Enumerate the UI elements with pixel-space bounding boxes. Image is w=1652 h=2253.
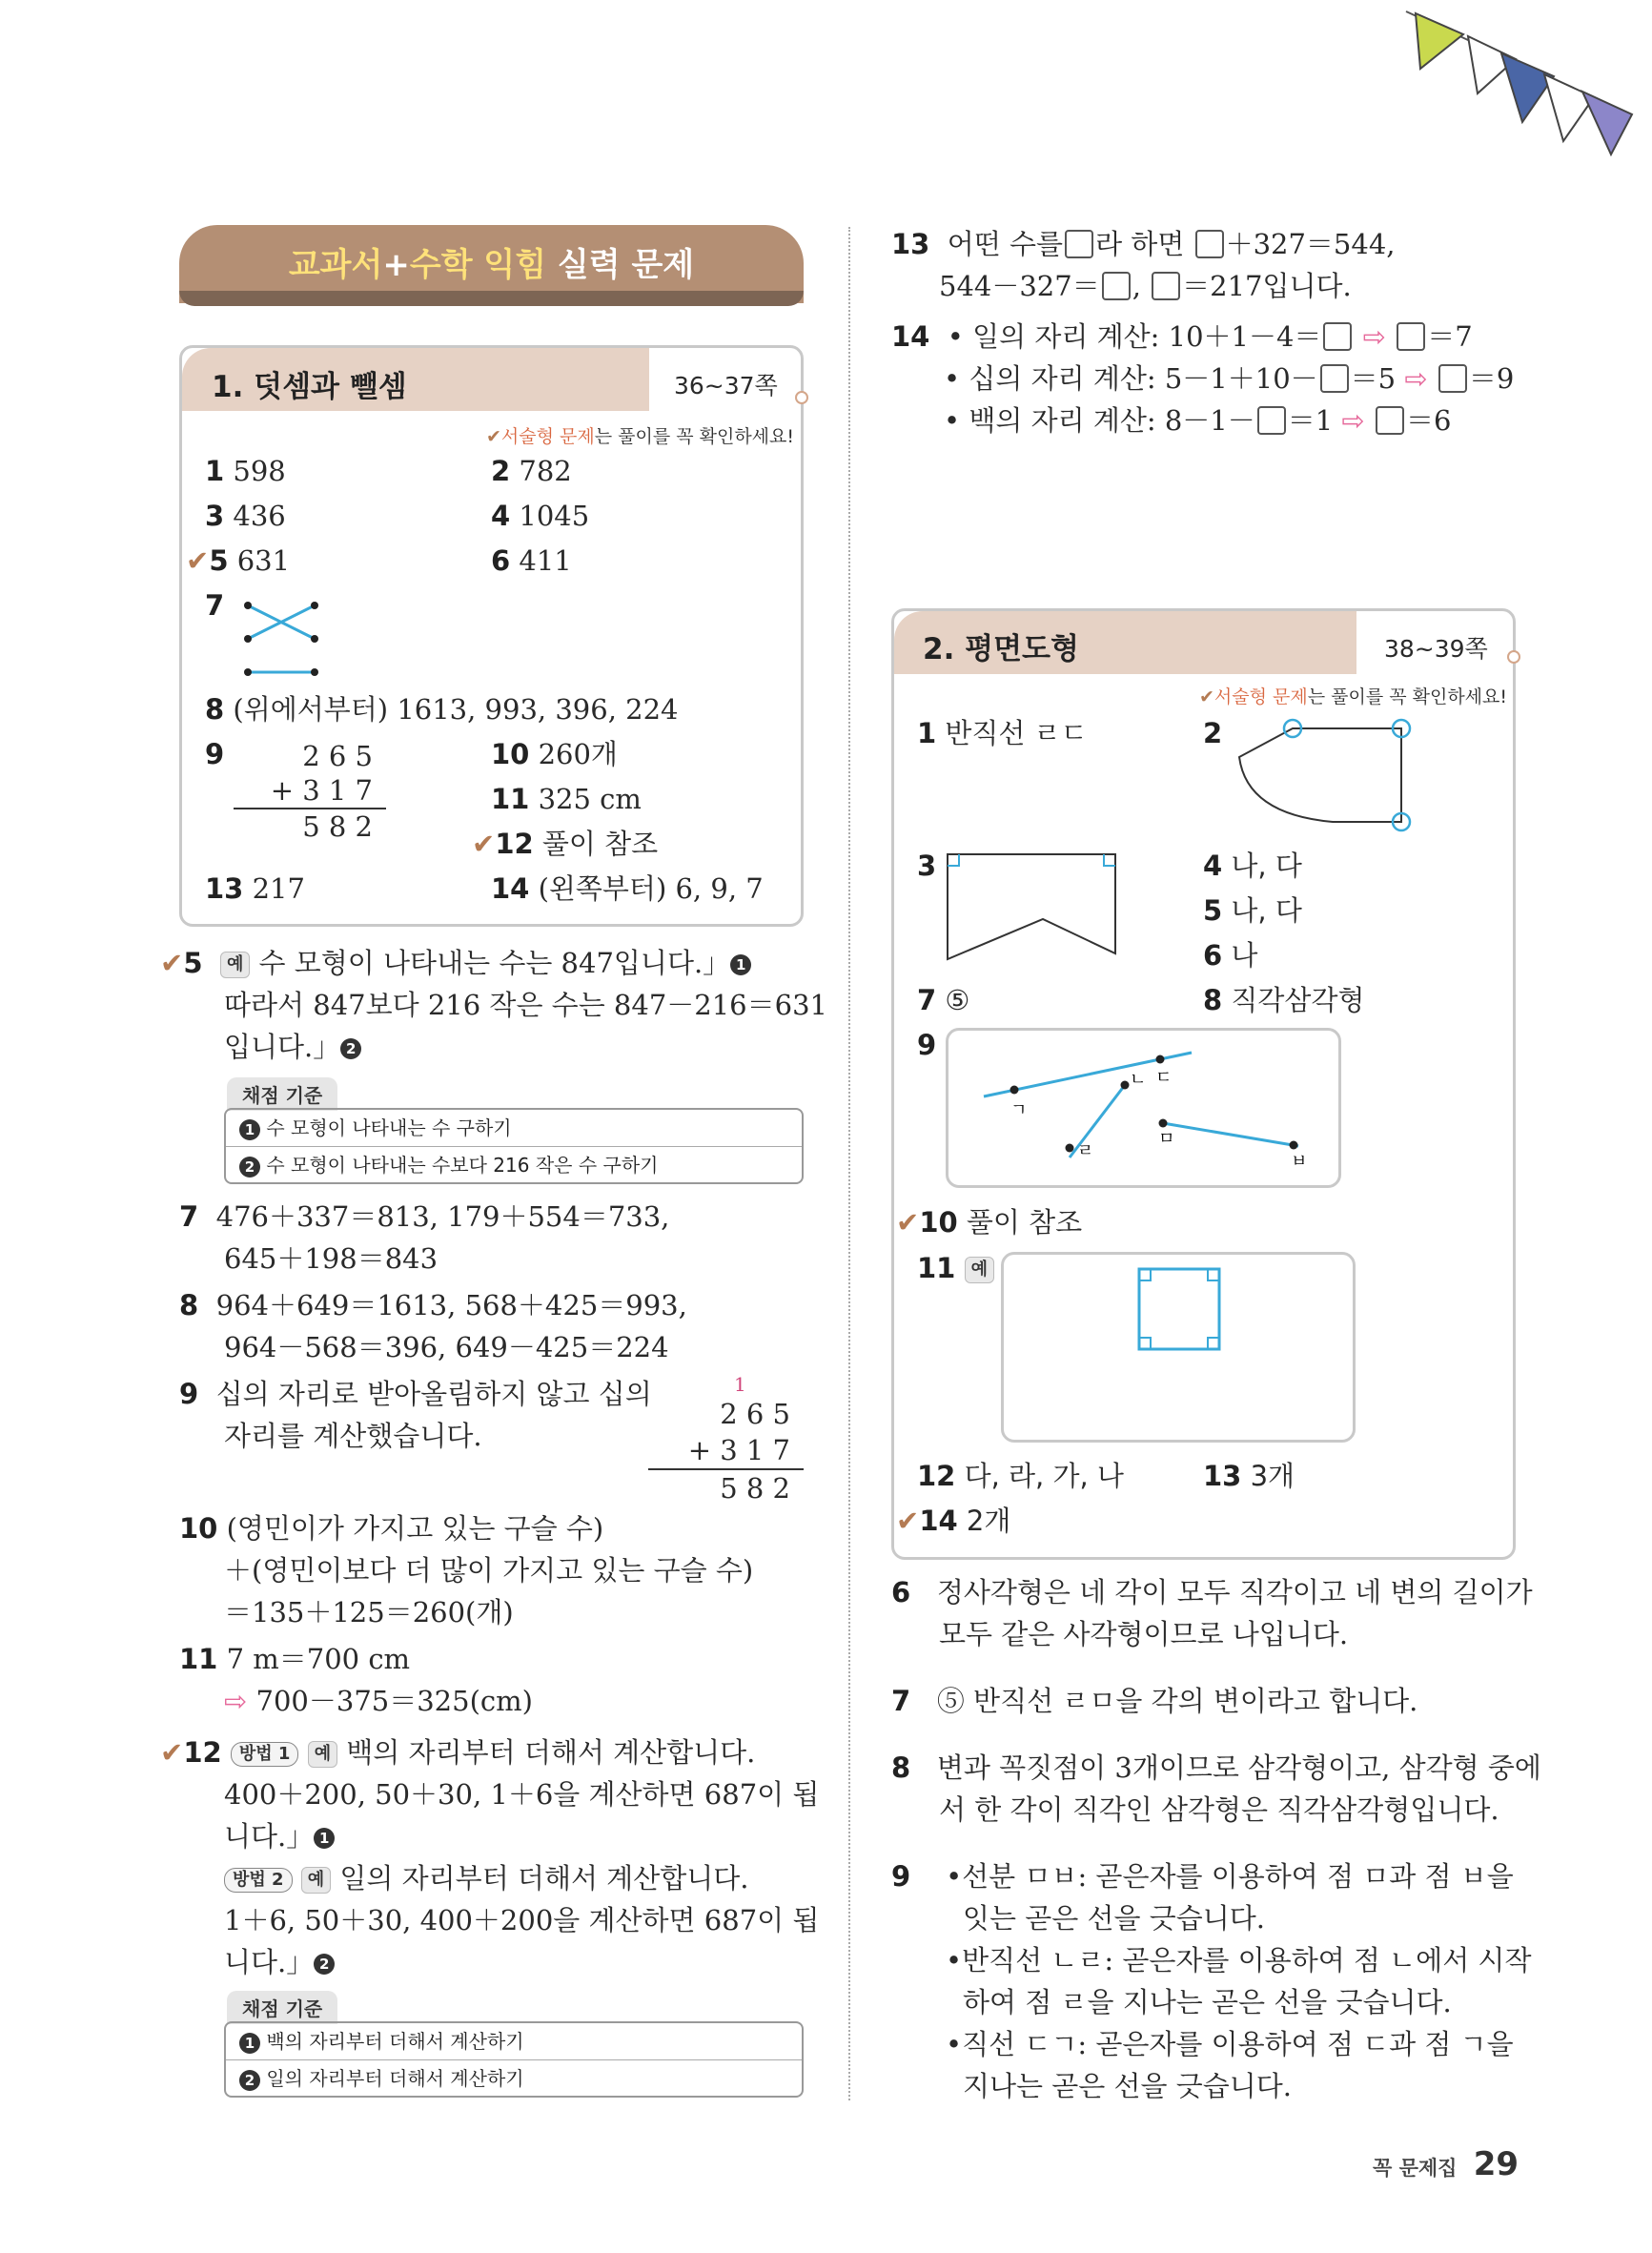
q9-label-r: ㄹ (1077, 1141, 1094, 1161)
s2-answer-2-number: 2 (1203, 717, 1223, 749)
e12-criterion-2: 2 일의 자리부터 더해서 계산하기 (226, 2059, 802, 2096)
section-2-note: ✔서술형 문제는 풀이를 꼭 확인하세요! (1199, 686, 1508, 707)
f9-line-5: •직선 ㄷㄱ: 곧은자를 이용하여 점 ㄷ과 점 ㄱ을 (946, 2028, 1514, 2060)
s1-answer-10: 10 260개 (491, 738, 618, 770)
e7-line-2: 645＋198＝843 (224, 1242, 438, 1275)
s1-answer-7-number: 7 (205, 589, 225, 622)
banner-title: 교과서+수학 익힘 실력 문제 (288, 246, 695, 284)
s2-answer-3-number: 3 (917, 850, 937, 882)
s1-answer-2: 2 782 (491, 455, 572, 487)
s1-answer-5: ✔5 631 (186, 544, 291, 577)
r14-line-2: • 십의 자리 계산: 5－1＋10－ ＝5 ⇨ ＝9 (944, 362, 1515, 395)
r14-line-3: • 백의 자리 계산: 8－1－ ＝1 ⇨ ＝6 (944, 404, 1452, 437)
e11-line-1: 11 7 m＝700 cm (179, 1643, 411, 1675)
section-1-note: ✔서술형 문제는 풀이를 꼭 확인하세요! (486, 426, 795, 447)
s2-answer-8: 8 직각삼각형 (1203, 984, 1365, 1016)
s1-answer-14: 14 (왼쪽부터) 6, 9, 7 (491, 872, 764, 905)
column-divider (848, 227, 850, 2100)
e9-addition: 2 6 5 + 3 1 7 5 8 2 (648, 1396, 804, 1506)
s1-answer-1: 1 598 (205, 455, 286, 487)
e5-line-3: 입니다.」 2 (224, 1028, 361, 1066)
s1-answer-12: ✔12 풀이 참조 (472, 828, 659, 860)
section-2-pages-dot (1507, 650, 1520, 664)
s2-answer-10: ✔10 풀이 참조 (896, 1206, 1083, 1239)
q9-label-n: ㄴ (1130, 1070, 1147, 1090)
e10-line-3: ＝135＋125＝260(개) (224, 1596, 514, 1628)
s2-answer-1: 1 반직선 ㄹㄷ (917, 717, 1088, 749)
s2-answer-9-number: 9 (917, 1029, 937, 1061)
f9-line-3: •반직선 ㄴㄹ: 곧은자를 이용하여 점 ㄴ에서 시작 (946, 1944, 1532, 1976)
s1-answer-13: 13 217 (205, 872, 305, 905)
e5-criterion-2: 2 수 모형이 나타내는 수보다 216 작은 수 구하기 (226, 1146, 802, 1182)
s1-answer-3: 3 436 (205, 500, 286, 532)
r14-line-1: 14 • 일의 자리 계산: 10＋1－4＝ ⇨ ＝7 (891, 320, 1473, 353)
e5-criteria-box (224, 1108, 804, 1184)
s2-answer-14: ✔14 2개 (896, 1505, 1011, 1537)
s1-answer-11: 11 325 cm (491, 783, 642, 815)
s2-answer-11: 11 예 (917, 1249, 994, 1287)
footer (1373, 2145, 1519, 2183)
section-2-title: 2. 평면도형 (923, 632, 1079, 666)
s2-q11-square (1137, 1267, 1233, 1362)
q9-label-b: ㅂ (1291, 1152, 1308, 1172)
section-1-title: 1. 덧셈과 뺄셈 (212, 370, 407, 404)
f6-line-1: 6 정사각형은 네 각이 모두 직각이고 네 변의 길이가 (891, 1576, 1533, 1608)
s2-answer-6: 6 나 (1203, 939, 1258, 972)
e9-line-2: 자리를 계산했습니다. (224, 1420, 482, 1452)
f9-line-2: 잇는 곧은 선을 긋습니다. (963, 1902, 1266, 1935)
q9-label-g: ㄱ (1010, 1100, 1028, 1120)
s2-q2-figure (1237, 719, 1428, 833)
page-number: 29 (1473, 2145, 1519, 2183)
s2-answer-5: 5 나, 다 (1203, 894, 1302, 927)
e5-criterion-1: 1 수 모형이 나타내는 수 구하기 (226, 1110, 802, 1146)
e12-line-1: ✔12 방법 1 예 백의 자리부터 더해서 계산합니다. (160, 1736, 756, 1769)
e11-line-2: ⇨ 700－375＝325(cm) (224, 1685, 533, 1717)
e10-line-1: 10 (영민이가 가지고 있는 구슬 수) (179, 1512, 604, 1545)
e12-line-6: 니다.」 2 (224, 1943, 335, 1981)
s2-answer-7: 7 ⑤ (917, 984, 970, 1016)
s2-answer-4: 4 나, 다 (1203, 850, 1302, 882)
f8-line-1: 8 변과 꼭짓점이 3개이므로 삼각형이고, 삼각형 중에 (891, 1751, 1541, 1784)
footer-label: 꼭 문제집 (1373, 2157, 1458, 2180)
e12-line-3: 니다.」 1 (224, 1817, 335, 1855)
s1-answer-4: 4 1045 (491, 500, 590, 532)
bunting-decoration (0, 0, 1652, 162)
q9-label-m: ㅁ (1158, 1129, 1175, 1149)
e5-line-2: 따라서 847보다 216 작은 수는 847－216＝631 (224, 989, 827, 1021)
q9-label-d: ㄷ (1155, 1068, 1173, 1088)
s1-answer-6: 6 411 (491, 544, 572, 577)
section-banner-shadow (179, 291, 804, 306)
f9-line-6: 지나는 곧은 선을 긋습니다. (963, 2070, 1293, 2102)
e5-criteria-title: 채점 기준 (227, 1077, 337, 1111)
e5-line-1: ✔5 예 수 모형이 나타내는 수는 847입니다.」 1 (160, 944, 751, 982)
e12-line-4: 방법 2 예 일의 자리부터 더해서 계산합니다. (224, 1859, 748, 1897)
e10-line-2: ＋(영민이보다 더 많이 가지고 있는 구슬 수) (224, 1554, 754, 1587)
section-2-pages: 38~39쪽 (1384, 635, 1488, 663)
e12-criterion-1: 1 백의 자리부터 더해서 계산하기 (226, 2023, 802, 2059)
f9-line-4: 하여 점 ㄹ을 지나는 곧은 선을 긋습니다. (963, 1986, 1452, 2018)
e12-line-5: 1＋6, 50＋30, 400＋200을 계산하면 687이 됩 (224, 1904, 820, 1936)
e9-carry-digit: 1 (734, 1373, 746, 1396)
s1-q7-matching-diagram (243, 601, 338, 677)
s2-answer-12: 12 다, 라, 가, 나 (917, 1460, 1124, 1492)
r13-line-2: 544－327＝ , ＝217입니다. (939, 270, 1352, 302)
s1-answer-9-number: 9 (205, 738, 225, 770)
e9-line-1: 9 십의 자리로 받아올림하지 않고 십의 (179, 1378, 652, 1410)
e8-line-1: 8 964＋649＝1613, 568＋425＝993, (179, 1289, 687, 1321)
section-1-pages: 36~37쪽 (674, 372, 778, 399)
f9-line-1: 9 •선분 ㅁㅂ: 곧은자를 이용하여 점 ㅁ과 점 ㅂ을 (891, 1860, 1514, 1893)
e12-criteria-box (224, 2021, 804, 2098)
r13-line-1: 13 어떤 수를 라 하면 ＋327＝544, (891, 228, 1396, 260)
s1-q9-addition: 2 6 5 + 3 1 7 5 8 2 (234, 739, 386, 844)
s1-answer-8: 8 (위에서부터) 1613, 993, 396, 224 (205, 693, 679, 726)
s2-answer-13: 13 3개 (1203, 1460, 1295, 1492)
f8-line-2: 서 한 각이 직각인 삼각형은 직각삼각형입니다. (939, 1793, 1499, 1826)
f6-line-2: 모두 같은 사각형이므로 나입니다. (939, 1618, 1349, 1650)
e12-line-2: 400＋200, 50＋30, 1＋6을 계산하면 687이 됩 (224, 1778, 820, 1811)
e8-line-2: 964－568＝396, 649－425＝224 (224, 1331, 669, 1363)
e7-line-1: 7 476＋337＝813, 179＋554＝733, (179, 1200, 670, 1233)
s2-q9-figure (946, 1028, 1341, 1188)
section-1-pages-dot (795, 391, 808, 404)
f7-line-1: 7 ⑤ 반직선 ㄹㅁ을 각의 변이라고 합니다. (891, 1685, 1418, 1717)
s2-q3-figure (946, 852, 1127, 967)
e12-criteria-title: 채점 기준 (227, 1991, 337, 2024)
